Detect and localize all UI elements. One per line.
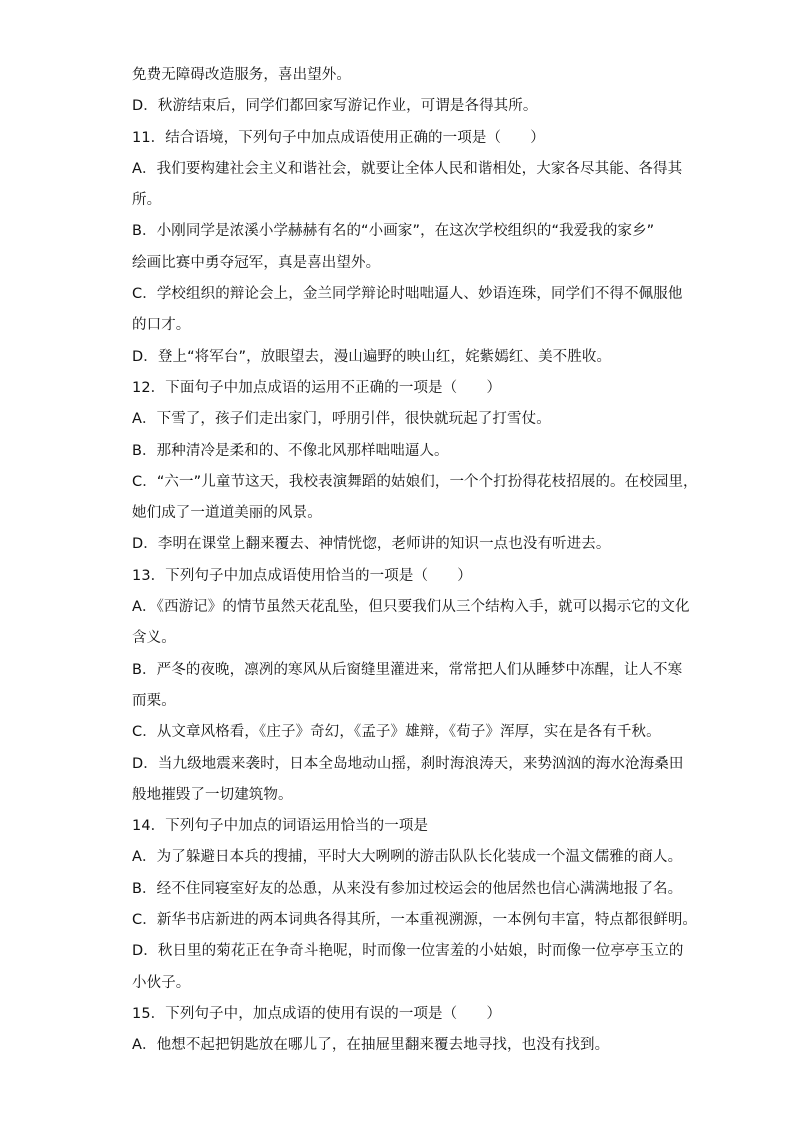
option-text: B．那种清冷是柔和的、不像北风那样咄咄逼人。 [132, 442, 449, 459]
option-text: D．秋日里的菊花正在争奇斗艳呢，时而像一位害羞的小姑娘，时而像一位亭亭玉立的 [132, 943, 684, 960]
question-stem: 13．下列句子中加点成语使用恰当的一项是（ ） [132, 567, 472, 584]
option-text: A．他想不起把钥匙放在哪儿了，在抽屉里翻来覆去地寻找，也没有找到。 [132, 1037, 610, 1054]
option-text: C．“六一”儿童节这天，我校表演舞蹈的姑娘们，一个个打扮得花枝招展的。在校园里， [132, 473, 698, 490]
option-text: 而栗。 [132, 692, 176, 709]
question-stem: 15．下列句子中，加点成语的使用有误的一项是（ ） [132, 1005, 502, 1022]
option-text: 小伙子。 [132, 974, 191, 991]
text-line: D．秋游结束后，同学们都回家写游记作业，可谓是各得其所。 [132, 98, 538, 115]
option-text: 的口才。 [132, 317, 191, 334]
option-text: A．《西游记》的情节虽然天花乱坠，但只要我们从三个结构入手，就可以揭示它的文化 [132, 599, 690, 616]
option-text: B．经不住同寝室好友的怂恿，从来没有参加过校运会的他居然也信心满满地报了名。 [132, 880, 683, 897]
option-text: 般地摧毁了一切建筑物。 [132, 786, 293, 803]
question-stem: 14．下列句子中加点的词语运用恰当的一项是 [132, 818, 429, 835]
question-stem: 11．结合语境，下列句子中加点成语使用正确的一项是（ ） [132, 129, 545, 146]
option-text: 绘画比赛中勇夺冠军，真是喜出望外。 [132, 254, 381, 271]
option-text: 含义。 [132, 630, 176, 647]
option-text: C．学校组织的辩论会上，金兰同学辩论时咄咄逼人、妙语连珠，同学们不得不佩服他 [132, 286, 683, 303]
option-text: A．下雪了，孩子们走出家门，呼朋引伴，很快就玩起了打雪仗。 [132, 411, 551, 428]
text-line: 免费无障碍改造服务，喜出望外。 [132, 67, 351, 83]
option-text: D．登上“将军台”，放眼望去，漫山遍野的映山红，姹紫嫣红、美不胜收。 [132, 348, 612, 365]
option-text: 她们成了一道道美丽的风景。 [132, 505, 322, 522]
option-text: B．小刚同学是浓溪小学赫赫有名的“小画家”，在这次学校组织的“我爱我的家乡” [132, 223, 655, 240]
option-text: 所。 [132, 192, 162, 209]
document-page [132, 60, 698, 1062]
option-text: A．我们要构建社会主义和谐社会，就要让全体人民和谐相处，大家各尽其能、各得其 [132, 160, 683, 177]
option-text: B．严冬的夜晚，凛冽的寒风从后窗缝里灌进来，常常把人们从睡梦中冻醒，让人不寒 [132, 661, 683, 678]
option-text: D．当九级地震来袭时，日本全岛地动山摇，刹时海浪涛天，来势汹汹的海水沧海桑田 [132, 755, 684, 772]
option-text: C．新华书店新进的两本词典各得其所，一本重视溯源，一本例句丰富，特点都很鲜明。 [132, 912, 698, 929]
option-text: A．为了躲避日本兵的搜捕，平时大大咧咧的游击队队长化装成一个温文儒雅的商人。 [132, 849, 683, 866]
option-text: D．李明在课堂上翻来覆去、神情恍惚，老师讲的知识一点也没有听进去。 [132, 536, 611, 553]
question-stem: 12．下面句子中加点成语的运用不正确的一项是（ ） [132, 379, 502, 396]
option-text: C．从文章风格看，《庄子》奇幻，《孟子》雄辩，《荀子》浑厚，实在是各有千秋。 [132, 724, 661, 741]
